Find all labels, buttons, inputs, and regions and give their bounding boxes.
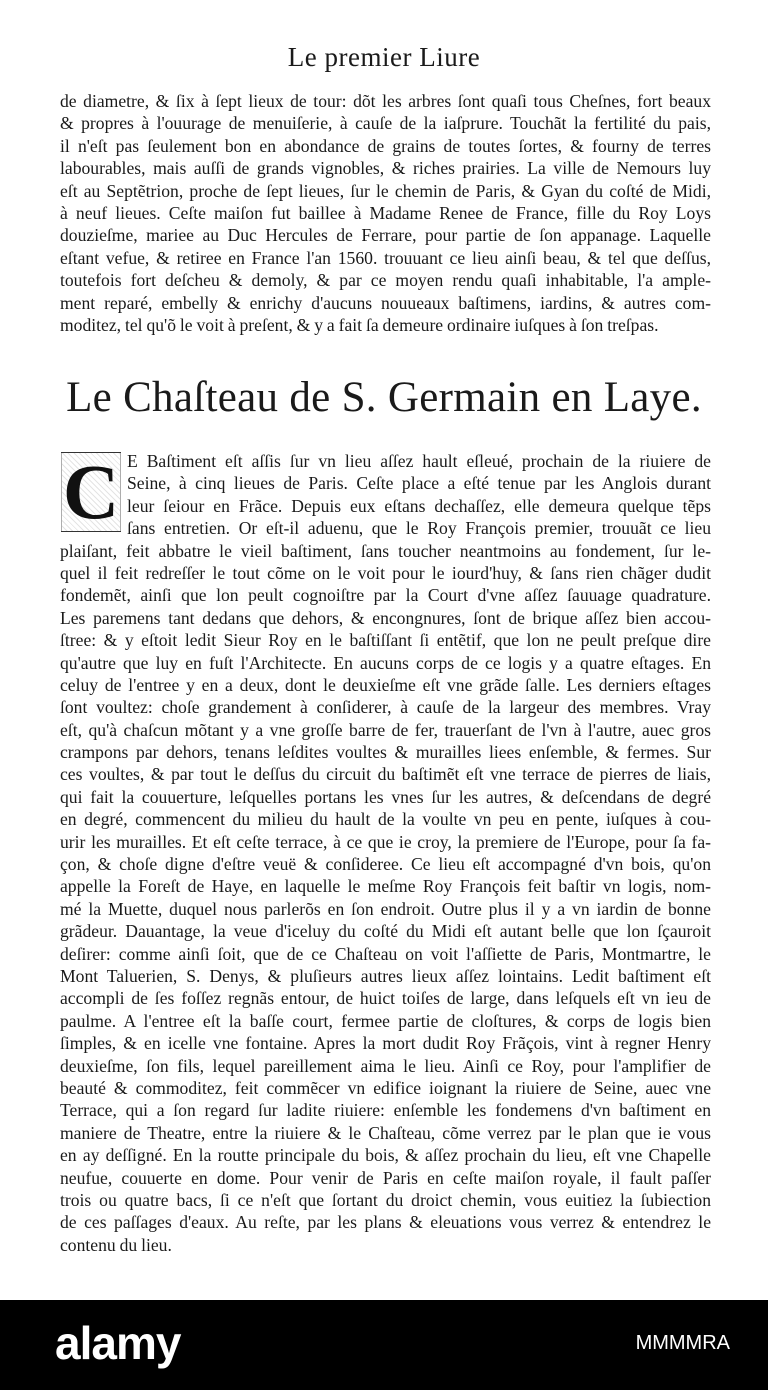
text-line: fondemẽt, ainſi que lon peult cognoiſtre par la Court d'vne aſſez ſauuage quadrature. <box>60 585 711 606</box>
text-line: Terrace, qui a ſon regard ſur ladite riuiere: enſemble les fondemens d'vn baſtiment en <box>60 1100 711 1121</box>
text-line: ces voultes, & par tout le deſſus du circuit du baſtimẽt eſt vne terrace de pierres de liais, <box>60 764 711 785</box>
text-line: Seine, à cinq lieues de Paris. Ceſte place a eſté tenue par les Anglois durant <box>127 473 711 494</box>
text-line: de diametre, & ſix à ſept lieux de tour: dõt les arbres ſont quaſi tous Cheſnes, fort beaux <box>60 91 711 111</box>
text-line: appelle la Foreſt de Haye, en laquelle le meſme Roy François feit baſtir vn logis, nom- <box>60 876 711 897</box>
text-line: en ay deſſigné. En la routte principale du bois, & aſſez prochain du lieu, eſt vne Chapelle <box>60 1145 711 1166</box>
text-line: paulme. A l'entree eſt la baſſe court, fermee partie de cloſtures, & corps de logis bien <box>60 1010 711 1031</box>
text-line: ſans entretien. Or eſt-il aduenu, que le Roy François premier, trouuãt ce lieu <box>127 518 711 539</box>
text-line: il n'eſt pas ſeulement bon en abondance de grains de toutes ſortes, & fourny de terres <box>60 135 711 156</box>
chapter-title: Le Chaſteau de S. Germain en Laye. <box>66 374 702 421</box>
text-line: contenu du lieu. <box>60 1234 172 1255</box>
text-line: eſt au Septẽtrion, proche de ſept lieues, ſur le chemin de Paris, & Gyan du coſté de Midi, <box>60 180 711 201</box>
text-line: deſirer: comme ainſi ſoit, que de ce Chaſteau on voit l'aſſiette de Paris, Montmartre, le <box>60 943 711 964</box>
paragraph-2 <box>60 450 711 1256</box>
text-line: celuy de l'entree y en a deux, dont le deuxieſme eſt vne grãde ſalle. Les derniers eſtages <box>60 674 711 695</box>
text-line: ment reparé, embelly & enrichy d'aucuns nouueaux baſtimens, iardins, & autres com- <box>60 292 711 313</box>
text-line: accompli de ſes foſſez regnãs entour, de huict toiſes de large, dans leſquels eſt vn ieu de <box>60 988 711 1009</box>
text-line: mé la Muette, duquel nous parlerõs en ſon endroit. Outre plus il y a vn iardin de bonne <box>60 898 711 919</box>
running-head: Le premier Liure <box>287 42 481 72</box>
text-line: leur ſeiour en Frãce. Depuis eux eſtans dechaſſez, elle demeura quelque tẽps <box>127 495 711 516</box>
text-line: à neuf lieues. Ceſte maiſon fut baillee à Madame Renee de France, fille du Roy Loys <box>60 202 711 223</box>
text-line: & propres à l'ouurage de menuiſerie, à cauſe de la iaſprure. Touchãt la fertilité du pais, <box>60 113 711 134</box>
text-line: ſont voultez: choſe grandement à conſiderer, à cauſe de la largeur des membres. Vray <box>60 697 711 718</box>
alamy-logo: alamy <box>55 1317 181 1369</box>
text-line: qu'autre que luy en fuſt l'Architecte. En aucuns corps de ce logis y a quatre eſtages. En <box>60 652 711 673</box>
text-line: moditez, tel qu'õ le voit à preſent, & y a fait ſa demeure ordinaire iuſques à ſon treſpas. <box>60 314 659 335</box>
text-line: eſt, qu'à chaſcun mõtant y a vne groſſe barre de fer, trauerſant de l'vn à l'autre, auec gros <box>60 719 711 740</box>
text-line: crampons par dehors, tenans leſdites voultes & murailles liees enſemble, & fermes. Sur <box>60 742 711 763</box>
text-line: E Baſtiment eſt aſſis ſur vn lieu aſſez hault eſleué, prochain de la riuiere de <box>127 451 711 471</box>
text-line: labourables, mais auſſi de grands vignobles, & riches prairies. La ville de Nemours luy <box>60 158 711 179</box>
text-line: trois ou quatre bacs, ſi ce n'eſt que ſortant du droict chemin, vous euitiez la ſubiection <box>60 1189 711 1210</box>
text-line: qui fait la couuerture, leſquelles portans les vnes ſur les autres, & deſcendans de degré <box>60 786 711 807</box>
text-line: beauté & commoditez, feit commẽcer vn edifice ioignant la riuiere de Seine, auec vne <box>60 1077 711 1098</box>
text-line: çon, & choſe digne d'eſtre veuë & conſideree. Ce lieu eſt accompagné d'vn bois, qu'on <box>60 854 711 875</box>
text-line: grãdeur. Dauantage, la veue d'iceluy du coſté du Midi eſt autant belle que lon ſçauroit <box>60 921 711 942</box>
text-line: quel il feit redreſſer le tout cõme on le voit pour le iourd'huy, & ſans rien chãger dudit <box>60 562 711 583</box>
drop-cap-letter: C <box>59 453 123 531</box>
text-line: toutefois fort deſcheu & demoly, & par ce moyen rendu quaſi inhabitable, l'a ample- <box>60 270 711 291</box>
text-line: en degré, commencent du milieu du hault de la voulte vn peu en pente, iuſques à cou- <box>60 809 711 830</box>
text-line: plaiſant, feit abbatre le vieil baſtiment, ſans toucher neantmoins au fondement, ſur le- <box>60 540 711 561</box>
text-line: maniere de Theatre, entre la riuiere & le Chaſteau, cõme verrez par le plan que ie vous <box>60 1122 711 1143</box>
text-line: deuxieſme, ſon fils, lequel pareillement aima le lieu. Ainſi ce Roy, pour l'amplifier de <box>60 1055 711 1076</box>
text-line: eſtant vefue, & retiree en France l'an 1560. trouuant ce lieu ainſi beau, & tel que deſſus, <box>60 247 711 268</box>
text-line: ſtree: & y eſtoit ledit Sieur Roy en le baſtiſſant ſi entẽtif, que lon ne peult preſque dire <box>60 630 711 651</box>
text-line: urir les murailles. Et eſt ceſte terrace, à ce que ie croy, la premiere de l'Europe, pour ſa fa- <box>60 831 711 852</box>
text-line: douzieſme, mariee au Duc Hercules de Ferrare, pour partie de ſon appanage. Laquelle <box>60 225 711 246</box>
paragraph-1 <box>60 90 711 336</box>
text-line: de ces paſſages d'eaux. Au reſte, par les plans & eleuations vous verrez & entendrez le <box>60 1212 711 1233</box>
image-id: MMMMRA <box>635 1332 730 1354</box>
text-line: neufue, couuerte en dome. Pour venir de Paris en ceſte maiſon royale, il fault paſſer <box>60 1167 711 1188</box>
text-line: Les paremens tant dedans que dehors, & encongnures, ſont de brique aſſez bien accou- <box>60 607 711 628</box>
text-line: Mont Taluerien, S. Denys, & pluſieurs autres lieux aſſez lointains. Ledit baſtiment eſt <box>60 965 711 986</box>
text-line: ſimples, & en icelle vne fontaine. Apres la mort dudit Roy Frãçois, vint à regner Henry <box>60 1033 711 1054</box>
watermark-band <box>0 1300 768 1390</box>
